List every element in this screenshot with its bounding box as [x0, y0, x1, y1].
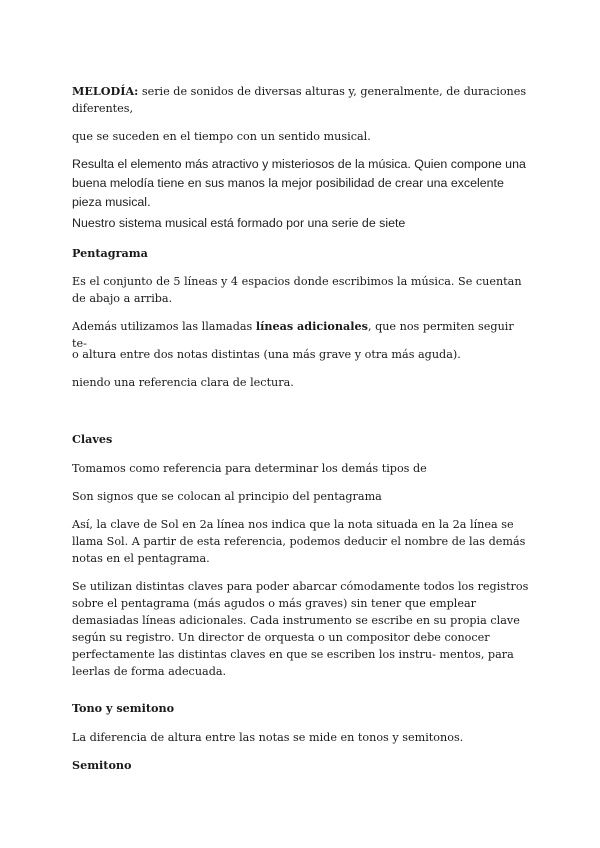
adicionales-term: líneas adicionales: [255, 319, 368, 333]
melodia-term: MELODÍA:: [72, 84, 139, 98]
heading-claves: Claves: [72, 432, 113, 446]
paragraph-resulta: Resulta el elemento más atractivo y misteriosos de la música. Quien compone una buena melodía tiene en sus manos la mejor posibilidad de crear una excelente pieza musical.: [72, 157, 526, 209]
melodia-text: serie de sonidos de diversas alturas y, generalmente, de duraciones diferentes,: [72, 85, 527, 115]
paragraph-conjunto: Es el conjunto de 5 líneas y 4 espacios donde escribimos la música. Se cuentan de abajo a arriba.: [72, 275, 522, 305]
heading-pentagrama: Pentagrama: [72, 246, 148, 260]
heading-semitono: Semitono: [72, 758, 132, 772]
paragraph-niendo: niendo una referencia clara de lectura.: [72, 376, 294, 389]
melodia-definition: [72, 83, 532, 117]
paragraph-signos: Son signos que se colocan al principio del pentagrama: [72, 490, 382, 503]
paragraph-asi: Así, la clave de Sol en 2a línea nos indica que la nota situada en la 2a línea se llama Sol. A partir de esta referencia, podemos deducir el nombre de las demás notas en el pentagrama.: [72, 518, 526, 565]
heading-tono-semitono: Tono y semitono: [72, 701, 175, 715]
paragraph-tomamos: Tomamos como referencia para determinar los demás tipos de: [72, 462, 427, 475]
paragraph-diferencia: La diferencia de altura entre las notas se mide en tonos y semitonos.: [72, 731, 464, 744]
adicionales-before: Además utilizamos las llamadas: [72, 320, 256, 333]
paragraph-distintas: Se utilizan distintas claves para poder abarcar cómodamente todos los registros sobre el pentagrama (más agudos o más graves) sin tener que emplear demasiadas líneas adicionales. Cada instrumento se escribe en su propia clave según su registro. Un director de orquesta o un compositor debe conocer perfectamente las distintas claves en que se escriben los instru- mentos, para leerlas de forma adecuada.: [72, 580, 529, 678]
paragraph-sistema: Nuestro sistema musical está formado por una serie de siete: [72, 216, 406, 230]
paragraph-suceden: que se suceden en el tiempo con un sentido musical.: [72, 130, 371, 143]
adicionales-after: , que nos permiten seguir te-: [72, 320, 514, 350]
paragraph-altura: o altura entre dos notas distintas (una más grave y otra más aguda).: [72, 348, 461, 361]
